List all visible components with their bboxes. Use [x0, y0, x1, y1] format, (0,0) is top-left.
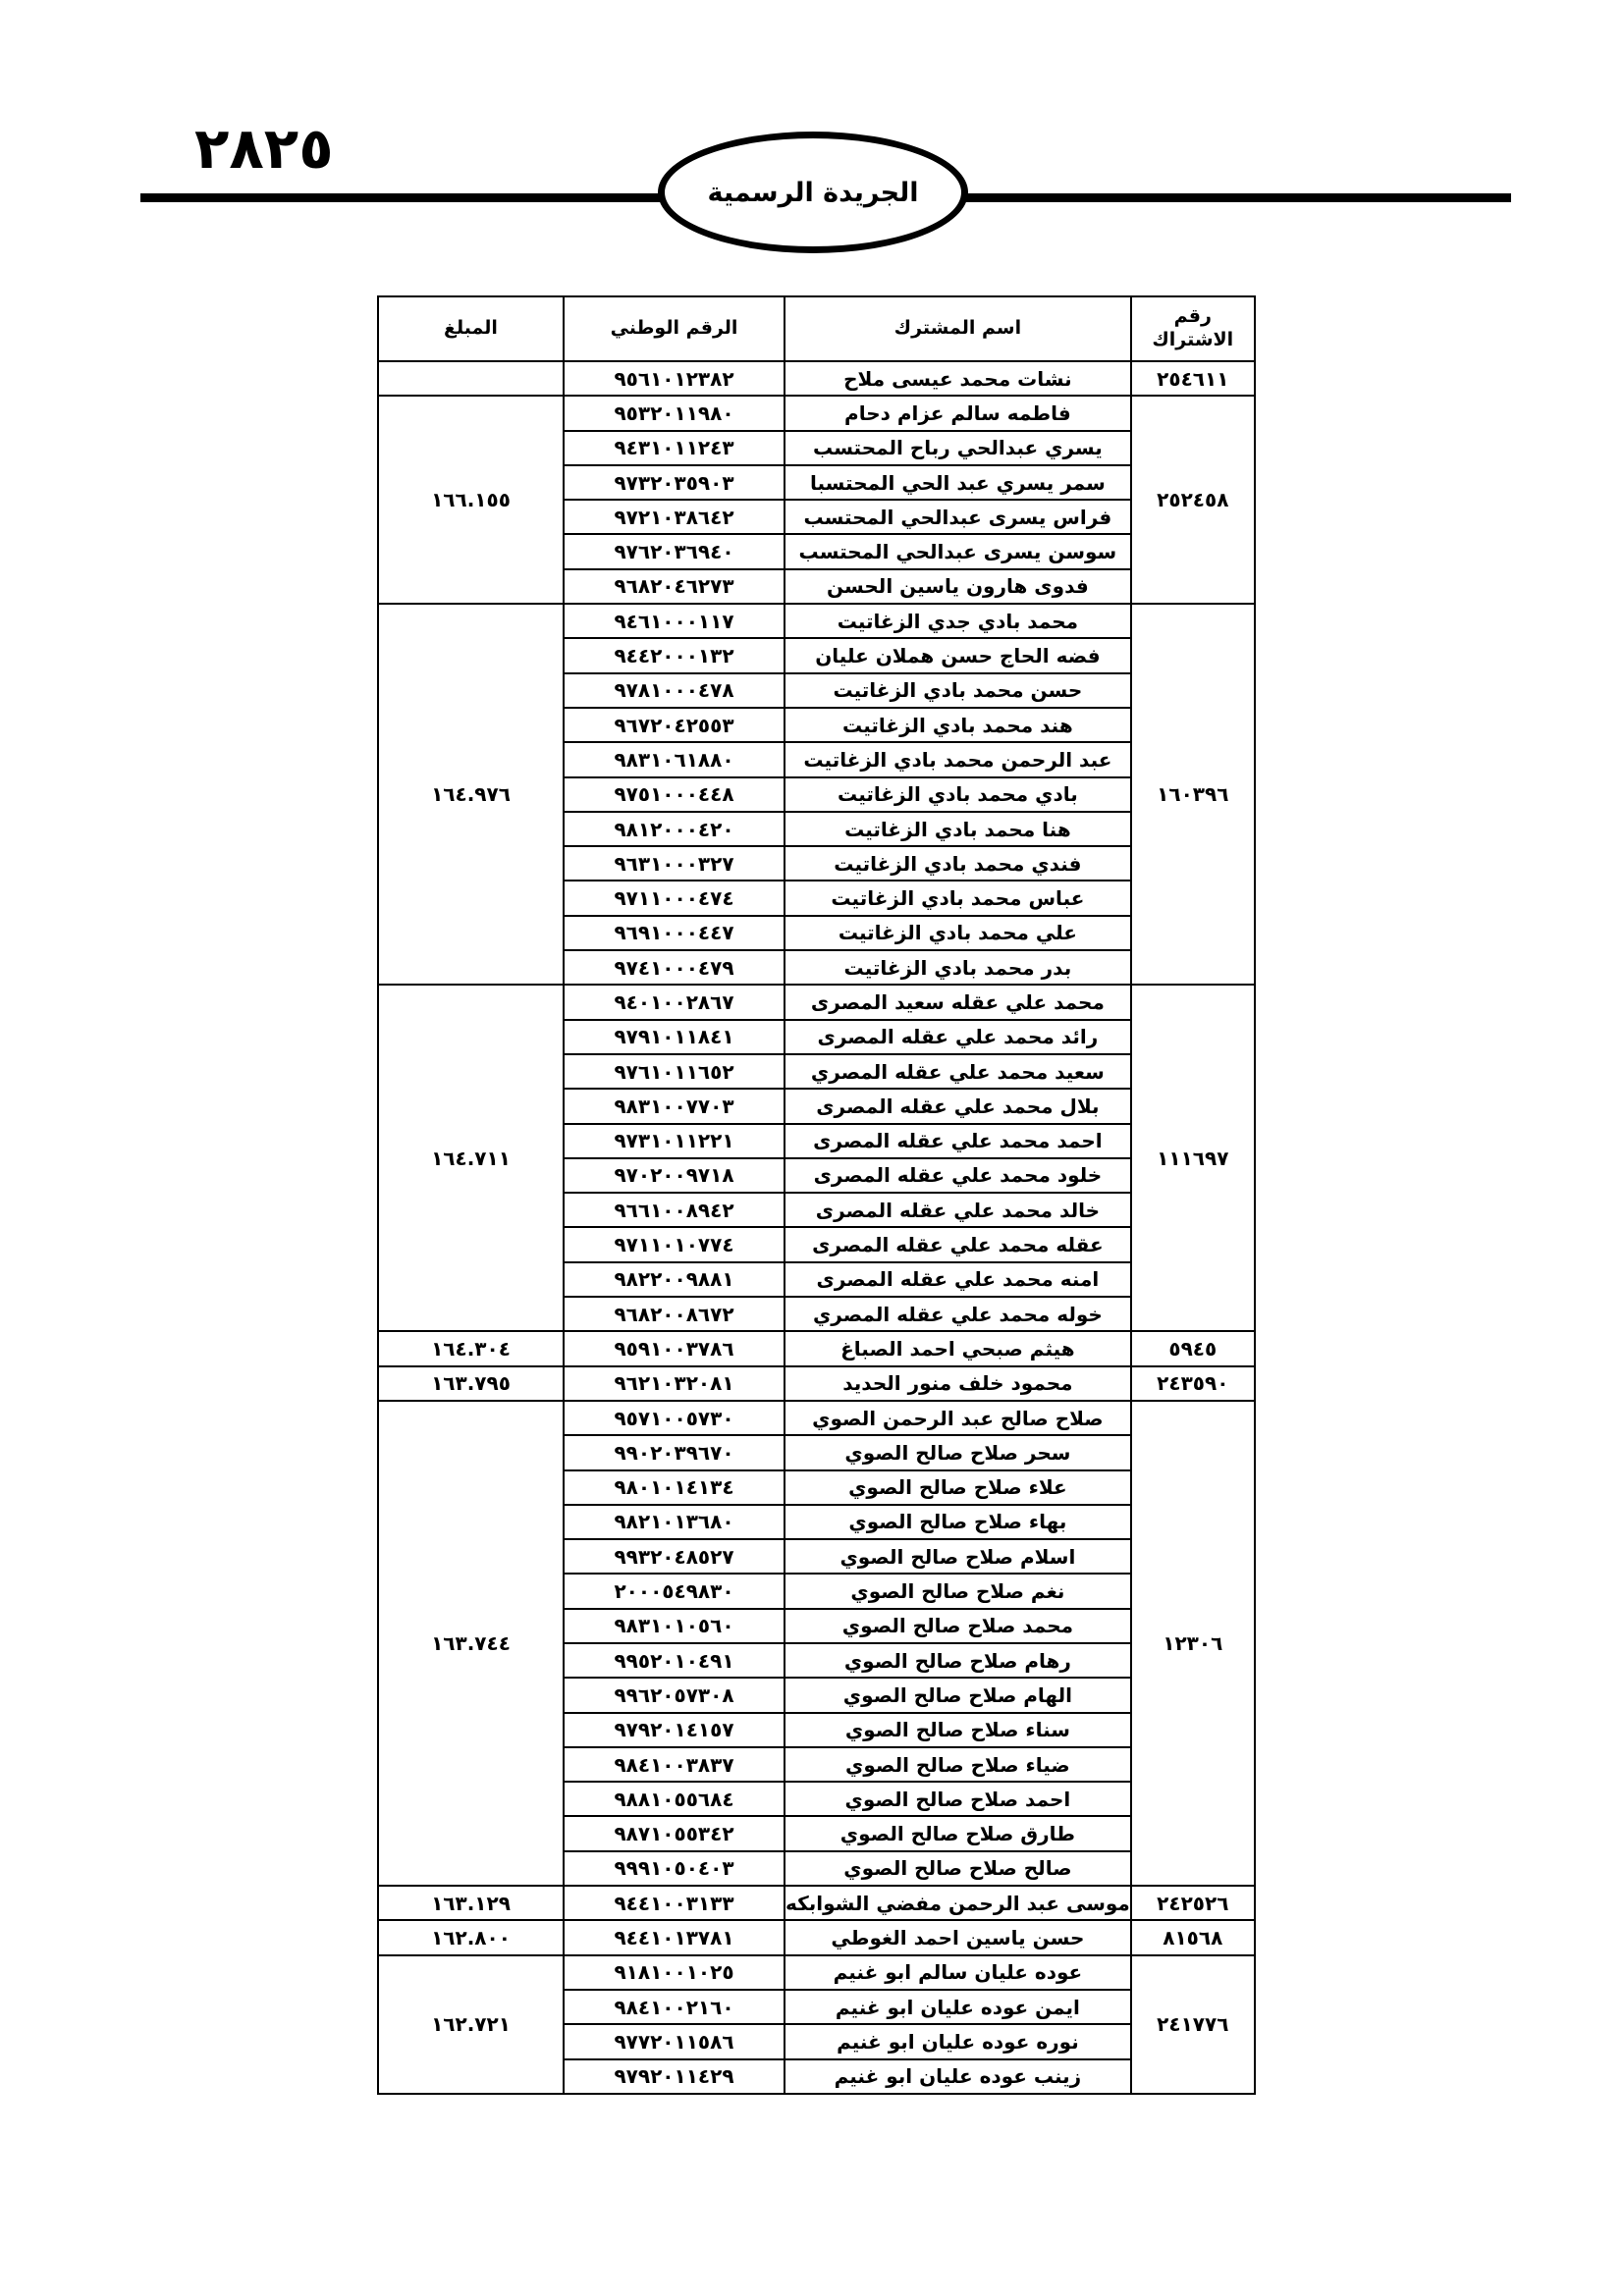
national-id-cell: ٩٦٣١٠٠٠٣٢٧ [564, 846, 785, 881]
amount-cell: ١٦٤.٩٧٦ [378, 604, 564, 985]
national-id-cell: ٩٧٩٢٠١٤١٥٧ [564, 1713, 785, 1747]
subscription-number-cell: ١١١٦٩٧ [1131, 985, 1255, 1331]
subscription-number-cell: ٢٤١٧٧٦ [1131, 1955, 1255, 2094]
amount-cell: ١٦٦.١٥٥ [378, 396, 564, 604]
national-id-cell: ٩٨٧١٠٥٥٣٤٢ [564, 1816, 785, 1850]
national-id-cell: ٩٥٣٢٠١١٩٨٠ [564, 396, 785, 430]
subscriber-name-cell: امنه محمد علي عقله المصرى [785, 1262, 1131, 1297]
table-row [378, 604, 1255, 638]
header-national-id: الرقم الوطني [564, 296, 785, 361]
national-id-cell: ٩٨١٢٠٠٠٤٢٠ [564, 812, 785, 846]
table-row [378, 1401, 1255, 1435]
subscription-number-cell: ٢٤٢٥٢٦ [1131, 1886, 1255, 1920]
amount-cell: ١٦٣.١٢٩ [378, 1886, 564, 1920]
subscriber-name-cell: محمد بادي جدي الزغاتيت [785, 604, 1131, 638]
subscriber-name-cell: فندي محمد بادي الزغاتيت [785, 846, 1131, 881]
national-id-cell: ٩٧١١٠١٠٧٧٤ [564, 1227, 785, 1261]
amount-cell: ١٦٢.٨٠٠ [378, 1920, 564, 1954]
national-id-cell: ٩٨٨١٠٥٥٦٨٤ [564, 1782, 785, 1816]
national-id-cell: ٩٧٥١٠٠٠٤٤٨ [564, 777, 785, 812]
subscriber-name-cell: اسلام صلاح صالح الصوي [785, 1539, 1131, 1574]
national-id-cell: ٩٧٤١٠٠٠٤٧٩ [564, 950, 785, 985]
subscription-number-cell: ١٢٣٠٦ [1131, 1401, 1255, 1886]
subscriber-name-cell: حسن محمد بادي الزغاتيت [785, 673, 1131, 708]
national-id-cell: ٩٨٣١٠١٠٥٦٠ [564, 1609, 785, 1643]
national-id-cell: ٩٧٨١٠٠٠٤٧٨ [564, 673, 785, 708]
national-id-cell: ٩١٨١٠٠١٠٢٥ [564, 1955, 785, 1990]
national-id-cell: ٩٥٧١٠٠٥٧٣٠ [564, 1401, 785, 1435]
table-row [378, 985, 1255, 1019]
table-row [378, 1886, 1255, 1920]
subscriber-name-cell: فاطمه سالم عزام دحام [785, 396, 1131, 430]
national-id-cell: ٩٨٢٢٠٠٩٨٨١ [564, 1262, 785, 1297]
amount-cell [378, 361, 564, 396]
national-id-cell: ٩٧٢١٠٣٨٦٤٢ [564, 500, 785, 534]
national-id-cell: ٩٩٥٢٠١٠٤٩١ [564, 1643, 785, 1678]
amount-cell: ١٦٤.٧١١ [378, 985, 564, 1331]
national-id-cell: ٩٦٨٢٠٠٨٦٧٢ [564, 1297, 785, 1331]
subscriber-name-cell: سحر صلاح صالح الصوي [785, 1435, 1131, 1469]
national-id-cell: ٩٨٢١٠١٣٦٨٠ [564, 1505, 785, 1539]
national-id-cell: ٩٧١١٠٠٠٤٧٤ [564, 881, 785, 915]
national-id-cell: ٩٦٢١٠٣٢٠٨١ [564, 1366, 785, 1401]
subscriber-name-cell: محمود خلف منور الحديد [785, 1366, 1131, 1401]
national-id-cell: ٩٧٩٢٠١١٤٢٩ [564, 2059, 785, 2094]
national-id-cell: ٩٦٩١٠٠٠٤٤٧ [564, 916, 785, 950]
amount-cell: ١٦٣.٧٩٥ [378, 1366, 564, 1401]
national-id-cell: ٩٤٤١٠٠٣١٣٣ [564, 1886, 785, 1920]
subscriber-name-cell: صالح صلاح صالح الصوي [785, 1851, 1131, 1886]
subscriber-name-cell: نغم صلاح صالح الصوي [785, 1574, 1131, 1608]
table-row [378, 1955, 1255, 1990]
national-id-cell: ٩٨٣١٠٦١٨٨٠ [564, 742, 785, 776]
subscription-number-cell: ٢٥٤٦١١ [1131, 361, 1255, 396]
national-id-cell: ٩٥٦١٠١٢٣٨٢ [564, 361, 785, 396]
subscriber-name-cell: سناء صلاح صالح الصوي [785, 1713, 1131, 1747]
national-id-cell: ٩٦٧٢٠٤٢٥٥٣ [564, 708, 785, 742]
subscriber-name-cell: فدوى هارون ياسين الحسن [785, 569, 1131, 604]
subscriber-name-cell: هنا محمد بادي الزغاتيت [785, 812, 1131, 846]
subscriber-name-cell: موسى عبد الرحمن مفضي الشوابكه [785, 1886, 1131, 1920]
subscriber-name-cell: زينب عوده عليان ابو غنيم [785, 2059, 1131, 2094]
subscriber-name-cell: محمد علي عقله سعيد المصرى [785, 985, 1131, 1019]
subscriber-name-cell: عقله محمد علي عقله المصرى [785, 1227, 1131, 1261]
page-number: ٢٨٢٥ [194, 115, 334, 182]
national-id-cell: ٩٤٣١٠١١٢٤٣ [564, 431, 785, 465]
subscriber-name-cell: رائد محمد علي عقله المصرى [785, 1020, 1131, 1054]
subscription-number-cell: ٨١٥٦٨ [1131, 1920, 1255, 1954]
national-id-cell: ٩٧٩١٠١١٨٤١ [564, 1020, 785, 1054]
national-id-cell: ٩٩٣٢٠٤٨٥٢٧ [564, 1539, 785, 1574]
subscriber-name-cell: احمد محمد علي عقله المصرى [785, 1124, 1131, 1158]
subscription-number-cell: ٢٥٢٤٥٨ [1131, 396, 1255, 604]
national-id-cell: ٩٤٦١٠٠٠١١٧ [564, 604, 785, 638]
subscriber-name-cell: فراس يسرى عبدالحي المحتسب [785, 500, 1131, 534]
national-id-cell: ٢٠٠٠٥٤٩٨٣٠ [564, 1574, 785, 1608]
subscriber-name-cell: ضياء صلاح صالح الصوي [785, 1747, 1131, 1782]
subscriber-name-cell: نشات محمد عيسى ملاح [785, 361, 1131, 396]
subscriber-name-cell: خالد محمد علي عقله المصرى [785, 1193, 1131, 1227]
national-id-cell: ٩٤٤٢٠٠٠١٣٢ [564, 638, 785, 672]
national-id-cell: ٩٤٤١٠١٣٧٨١ [564, 1920, 785, 1954]
table-row [378, 1331, 1255, 1365]
national-id-cell: ٩٧٧٢٠١١٥٨٦ [564, 2024, 785, 2058]
national-id-cell: ٩٧٣١٠١١٢٢١ [564, 1124, 785, 1158]
header-amount: المبلغ [378, 296, 564, 361]
subscriber-name-cell: نوره عوده عليان ابو غنيم [785, 2024, 1131, 2058]
gazette-title: الجريدة الرسمية [658, 132, 968, 253]
amount-cell: ١٦٤.٣٠٤ [378, 1331, 564, 1365]
subscribers-table [377, 295, 1256, 2095]
header-subscriber-name: اسم المشترك [785, 296, 1131, 361]
subscriber-name-cell: بدر محمد بادي الزغاتيت [785, 950, 1131, 985]
subscriber-name-cell: يسري عبدالحي رباح المحتسب [785, 431, 1131, 465]
subscriber-name-cell: بهاء صلاح صالح الصوي [785, 1505, 1131, 1539]
subscriber-name-cell: ايمن عوده عليان ابو غنيم [785, 1990, 1131, 2024]
subscriber-name-cell: عباس محمد بادي الزغاتيت [785, 881, 1131, 915]
subscriber-name-cell: صلاح صالح عبد الرحمن الصوي [785, 1401, 1131, 1435]
subscriber-name-cell: خلود محمد علي عقله المصرى [785, 1158, 1131, 1193]
subscriber-name-cell: هند محمد بادي الزغاتيت [785, 708, 1131, 742]
subscriber-name-cell: سوسن يسرى عبدالحي المحتسب [785, 534, 1131, 568]
subscriber-name-cell: بلال محمد علي عقله المصرى [785, 1089, 1131, 1123]
subscriber-name-cell: سمر يسري عبد الحي المحتسبا [785, 465, 1131, 500]
national-id-cell: ٩٦٨٢٠٤٦٢٧٣ [564, 569, 785, 604]
amount-cell: ١٦٣.٧٤٤ [378, 1401, 564, 1886]
subscriber-name-cell: عوده عليان سالم ابو غنيم [785, 1955, 1131, 1990]
subscriber-name-cell: هيثم صبحي احمد الصباغ [785, 1331, 1131, 1365]
table-body [378, 361, 1255, 2094]
table-row [378, 1920, 1255, 1954]
subscriber-name-cell: طارق صلاح صالح الصوي [785, 1816, 1131, 1850]
national-id-cell: ٩٥٩١٠٠٣٧٨٦ [564, 1331, 785, 1365]
national-id-cell: ٩٩٠٢٠٣٩٦٧٠ [564, 1435, 785, 1469]
subscriber-name-cell: احمد صلاح صالح الصوي [785, 1782, 1131, 1816]
national-id-cell: ٩٩٦٢٠٥٧٣٠٨ [564, 1678, 785, 1712]
subscriber-name-cell: فضه الحاج حسن هملان عليان [785, 638, 1131, 672]
national-id-cell: ٩٧٣٢٠٣٥٩٠٣ [564, 465, 785, 500]
subscriber-name-cell: علاء صلاح صالح الصوي [785, 1470, 1131, 1505]
national-id-cell: ٩٨٤١٠٠٣٨٣٧ [564, 1747, 785, 1782]
subscription-number-cell: ٢٤٣٥٩٠ [1131, 1366, 1255, 1401]
national-id-cell: ٩٨٣١٠٠٧٧٠٣ [564, 1089, 785, 1123]
subscriber-name-cell: محمد صلاح صالح الصوي [785, 1609, 1131, 1643]
subscriber-name-cell: خوله محمد علي عقله المصري [785, 1297, 1131, 1331]
national-id-cell: ٩٨٠١٠١٤١٣٤ [564, 1470, 785, 1505]
header-subscription-no: رقم الاشتراك [1131, 296, 1255, 361]
subscriber-name-cell: علي محمد بادي الزغاتيت [785, 916, 1131, 950]
national-id-cell: ٩٧٦١٠١١٦٥٢ [564, 1054, 785, 1089]
national-id-cell: ٩٦٦١٠٠٨٩٤٢ [564, 1193, 785, 1227]
table-header-row [378, 296, 1255, 361]
subscriber-name-cell: الهام صلاح صالح الصوي [785, 1678, 1131, 1712]
subscription-number-cell: ٥٩٤٥ [1131, 1331, 1255, 1365]
national-id-cell: ٩٧٠٢٠٠٩٧١٨ [564, 1158, 785, 1193]
table-row [378, 396, 1255, 430]
subscriber-name-cell: حسن ياسين احمد الغوطي [785, 1920, 1131, 1954]
national-id-cell: ٩٩٩١٠٥٠٤٠٣ [564, 1851, 785, 1886]
national-id-cell: ٩٧٦٢٠٣٦٩٤٠ [564, 534, 785, 568]
national-id-cell: ٩٤٠١٠٠٢٨٦٧ [564, 985, 785, 1019]
subscription-number-cell: ١٦٠٣٩٦ [1131, 604, 1255, 985]
table-row [378, 1366, 1255, 1401]
subscriber-name-cell: رهام صلاح صالح الصوي [785, 1643, 1131, 1678]
national-id-cell: ٩٨٤١٠٠٢١٦٠ [564, 1990, 785, 2024]
amount-cell: ١٦٢.٧٢١ [378, 1955, 564, 2094]
subscriber-name-cell: سعيد محمد علي عقله المصري [785, 1054, 1131, 1089]
table-row [378, 361, 1255, 396]
subscriber-name-cell: عبد الرحمن محمد بادي الزغاتيت [785, 742, 1131, 776]
subscriber-name-cell: بادي محمد بادي الزغاتيت [785, 777, 1131, 812]
